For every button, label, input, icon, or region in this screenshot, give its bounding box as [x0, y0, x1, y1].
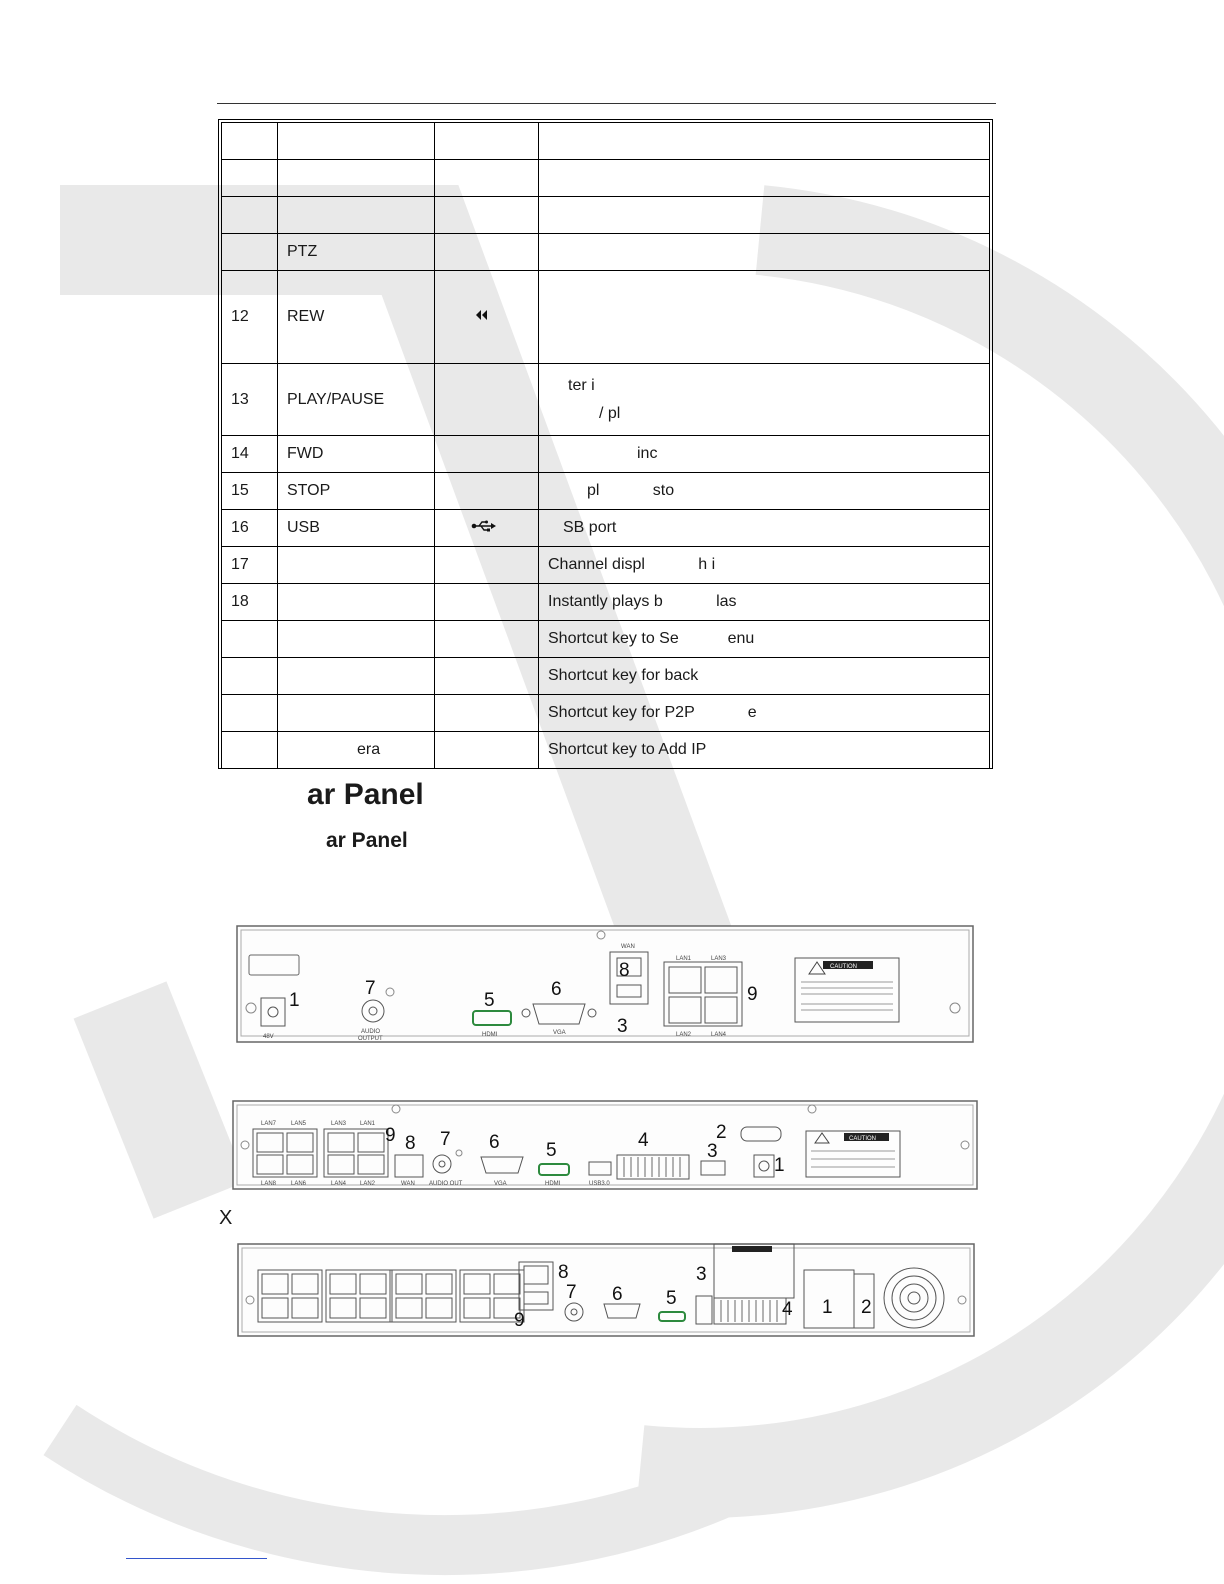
row-icon-cell: [435, 473, 539, 510]
row-description-line: ter i: [568, 376, 595, 394]
lan-label: LAN4: [331, 1181, 347, 1187]
row-number: [222, 621, 278, 658]
table-row: [222, 621, 990, 658]
lan-label: LAN1: [676, 956, 692, 962]
marker-4: 4: [782, 1299, 793, 1320]
wan-label: WAN: [401, 1181, 415, 1187]
audio-label: AUDIO: [361, 1029, 381, 1035]
button-table: [218, 119, 993, 769]
table-row: [222, 160, 990, 197]
marker-7: 7: [440, 1129, 451, 1150]
row-number: 15: [222, 473, 278, 510]
lan-label: LAN2: [360, 1181, 376, 1187]
row-name: FWD: [278, 436, 435, 473]
power-label: 48V: [263, 1034, 274, 1040]
row-name: [278, 123, 435, 160]
section-subheading: ar Panel: [326, 829, 408, 852]
table-row: [222, 364, 990, 436]
marker-8: 8: [558, 1262, 569, 1283]
row-icon-cell: [435, 160, 539, 197]
row-icon-cell: [435, 364, 539, 436]
row-icon-cell: [435, 732, 539, 769]
row-name: REW: [278, 271, 435, 364]
header-rule: [217, 103, 996, 104]
rewind-icon: [475, 309, 489, 321]
row-description: [539, 160, 990, 197]
row-description: SB port: [539, 510, 990, 547]
lan-label: LAN5: [291, 1121, 307, 1127]
row-name: [278, 658, 435, 695]
marker-4: 4: [638, 1130, 649, 1151]
row-description: [539, 364, 990, 436]
marker-5: 5: [484, 990, 495, 1011]
row-description-line: / pl: [599, 404, 621, 422]
row-number: [222, 695, 278, 732]
row-name: [278, 547, 435, 584]
table-row: [222, 473, 990, 510]
table-row: [222, 436, 990, 473]
row-name: PLAY/PAUSE: [278, 364, 435, 436]
marker-7: 7: [566, 1282, 577, 1303]
section-heading: ar Panel: [307, 778, 424, 811]
marker-3: 3: [696, 1264, 707, 1285]
row-description: [539, 271, 990, 364]
lan-label: LAN4: [711, 1032, 727, 1038]
rear-panel-a: [233, 922, 978, 1048]
row-name: PTZ: [278, 234, 435, 271]
marker-6: 6: [612, 1284, 623, 1305]
table-row: [222, 584, 990, 621]
vga-label: VGA: [553, 1030, 566, 1036]
lan-label: LAN2: [676, 1032, 692, 1038]
row-description: pl sto: [539, 473, 990, 510]
row-name: USB: [278, 510, 435, 547]
row-number: 14: [222, 436, 278, 473]
row-description: [539, 197, 990, 234]
row-icon-cell: [435, 234, 539, 271]
caution-text: CAUTION: [830, 964, 857, 970]
row-icon-cell: [435, 436, 539, 473]
table-row: [222, 197, 990, 234]
row-icon-cell: [435, 547, 539, 584]
table-row: [222, 123, 990, 160]
row-description: Instantly plays b las: [539, 584, 990, 621]
table-row: [222, 547, 990, 584]
row-number: [222, 123, 278, 160]
hdmi-label: HDMI: [482, 1032, 498, 1038]
row-description: [539, 123, 990, 160]
audio-out-label: AUDIO OUT: [429, 1181, 463, 1187]
marker-1: 1: [774, 1155, 785, 1176]
vga-label: VGA: [494, 1181, 507, 1187]
row-number: [222, 732, 278, 769]
marker-2: 2: [716, 1122, 727, 1143]
table-row: [222, 510, 990, 547]
row-icon-cell: [435, 123, 539, 160]
row-name: [278, 695, 435, 732]
row-number: 16: [222, 510, 278, 547]
marker-5: 5: [546, 1140, 557, 1161]
row-number: [222, 658, 278, 695]
output-label: OUTPUT: [358, 1036, 383, 1042]
row-number: 12: [222, 271, 278, 364]
row-icon-cell: [435, 271, 539, 364]
marker-2: 2: [861, 1297, 872, 1318]
row-name: [278, 160, 435, 197]
lan-label: LAN8: [261, 1181, 277, 1187]
row-icon-cell: [435, 197, 539, 234]
table-row: [222, 732, 990, 769]
row-description: Shortcut key for P2P e: [539, 695, 990, 732]
usb-label: USB3.0: [589, 1181, 610, 1187]
row-number: 13: [222, 364, 278, 436]
row-name: [278, 197, 435, 234]
row-icon-cell: [435, 510, 539, 547]
row-number: [222, 160, 278, 197]
row-icon-cell: [435, 621, 539, 658]
row-description: Shortcut key for back: [539, 658, 990, 695]
lan-label: LAN3: [711, 956, 727, 962]
row-description: Shortcut key to Add IP: [539, 732, 990, 769]
marker-1: 1: [822, 1297, 833, 1318]
marker-3: 3: [707, 1141, 718, 1162]
rear-panel-c: [234, 1240, 978, 1342]
marker-9: 9: [514, 1310, 525, 1331]
model-label: X: [219, 1207, 233, 1229]
marker-6: 6: [489, 1132, 500, 1153]
table-row: [222, 695, 990, 732]
hdmi-label: HDMI: [545, 1181, 561, 1187]
row-icon-cell: [435, 695, 539, 732]
table-row: [222, 271, 990, 364]
row-number: 18: [222, 584, 278, 621]
row-name: [278, 584, 435, 621]
row-name: era: [278, 732, 435, 769]
marker-8: 8: [405, 1133, 416, 1154]
marker-9: 9: [385, 1125, 396, 1146]
marker-7: 7: [365, 978, 376, 999]
marker-6: 6: [551, 979, 562, 1000]
row-description: Shortcut key to Se enu: [539, 621, 990, 658]
marker-5: 5: [666, 1288, 677, 1309]
table-row: [222, 658, 990, 695]
marker-1: 1: [289, 990, 300, 1011]
caution-text: CAUTION: [849, 1136, 876, 1142]
footer-link-underline: [126, 1558, 267, 1559]
row-name: STOP: [278, 473, 435, 510]
row-number: [222, 234, 278, 271]
lan-label: LAN1: [360, 1121, 376, 1127]
row-description: inc: [539, 436, 990, 473]
lan-label: LAN3: [331, 1121, 347, 1127]
lan-label: LAN6: [291, 1181, 307, 1187]
row-description: Channel displ h i: [539, 547, 990, 584]
row-number: 17: [222, 547, 278, 584]
wan-label: WAN: [621, 944, 635, 950]
marker-9: 9: [747, 984, 758, 1005]
row-icon-cell: [435, 584, 539, 621]
row-number: [222, 197, 278, 234]
row-icon-cell: [435, 658, 539, 695]
lan-label: LAN7: [261, 1121, 277, 1127]
marker-8: 8: [619, 960, 630, 981]
rear-panel-b: [229, 1097, 982, 1195]
marker-3: 3: [617, 1016, 628, 1037]
usb-icon: [471, 520, 497, 532]
row-name: [278, 621, 435, 658]
table-row: [222, 234, 990, 271]
row-description: [539, 234, 990, 271]
